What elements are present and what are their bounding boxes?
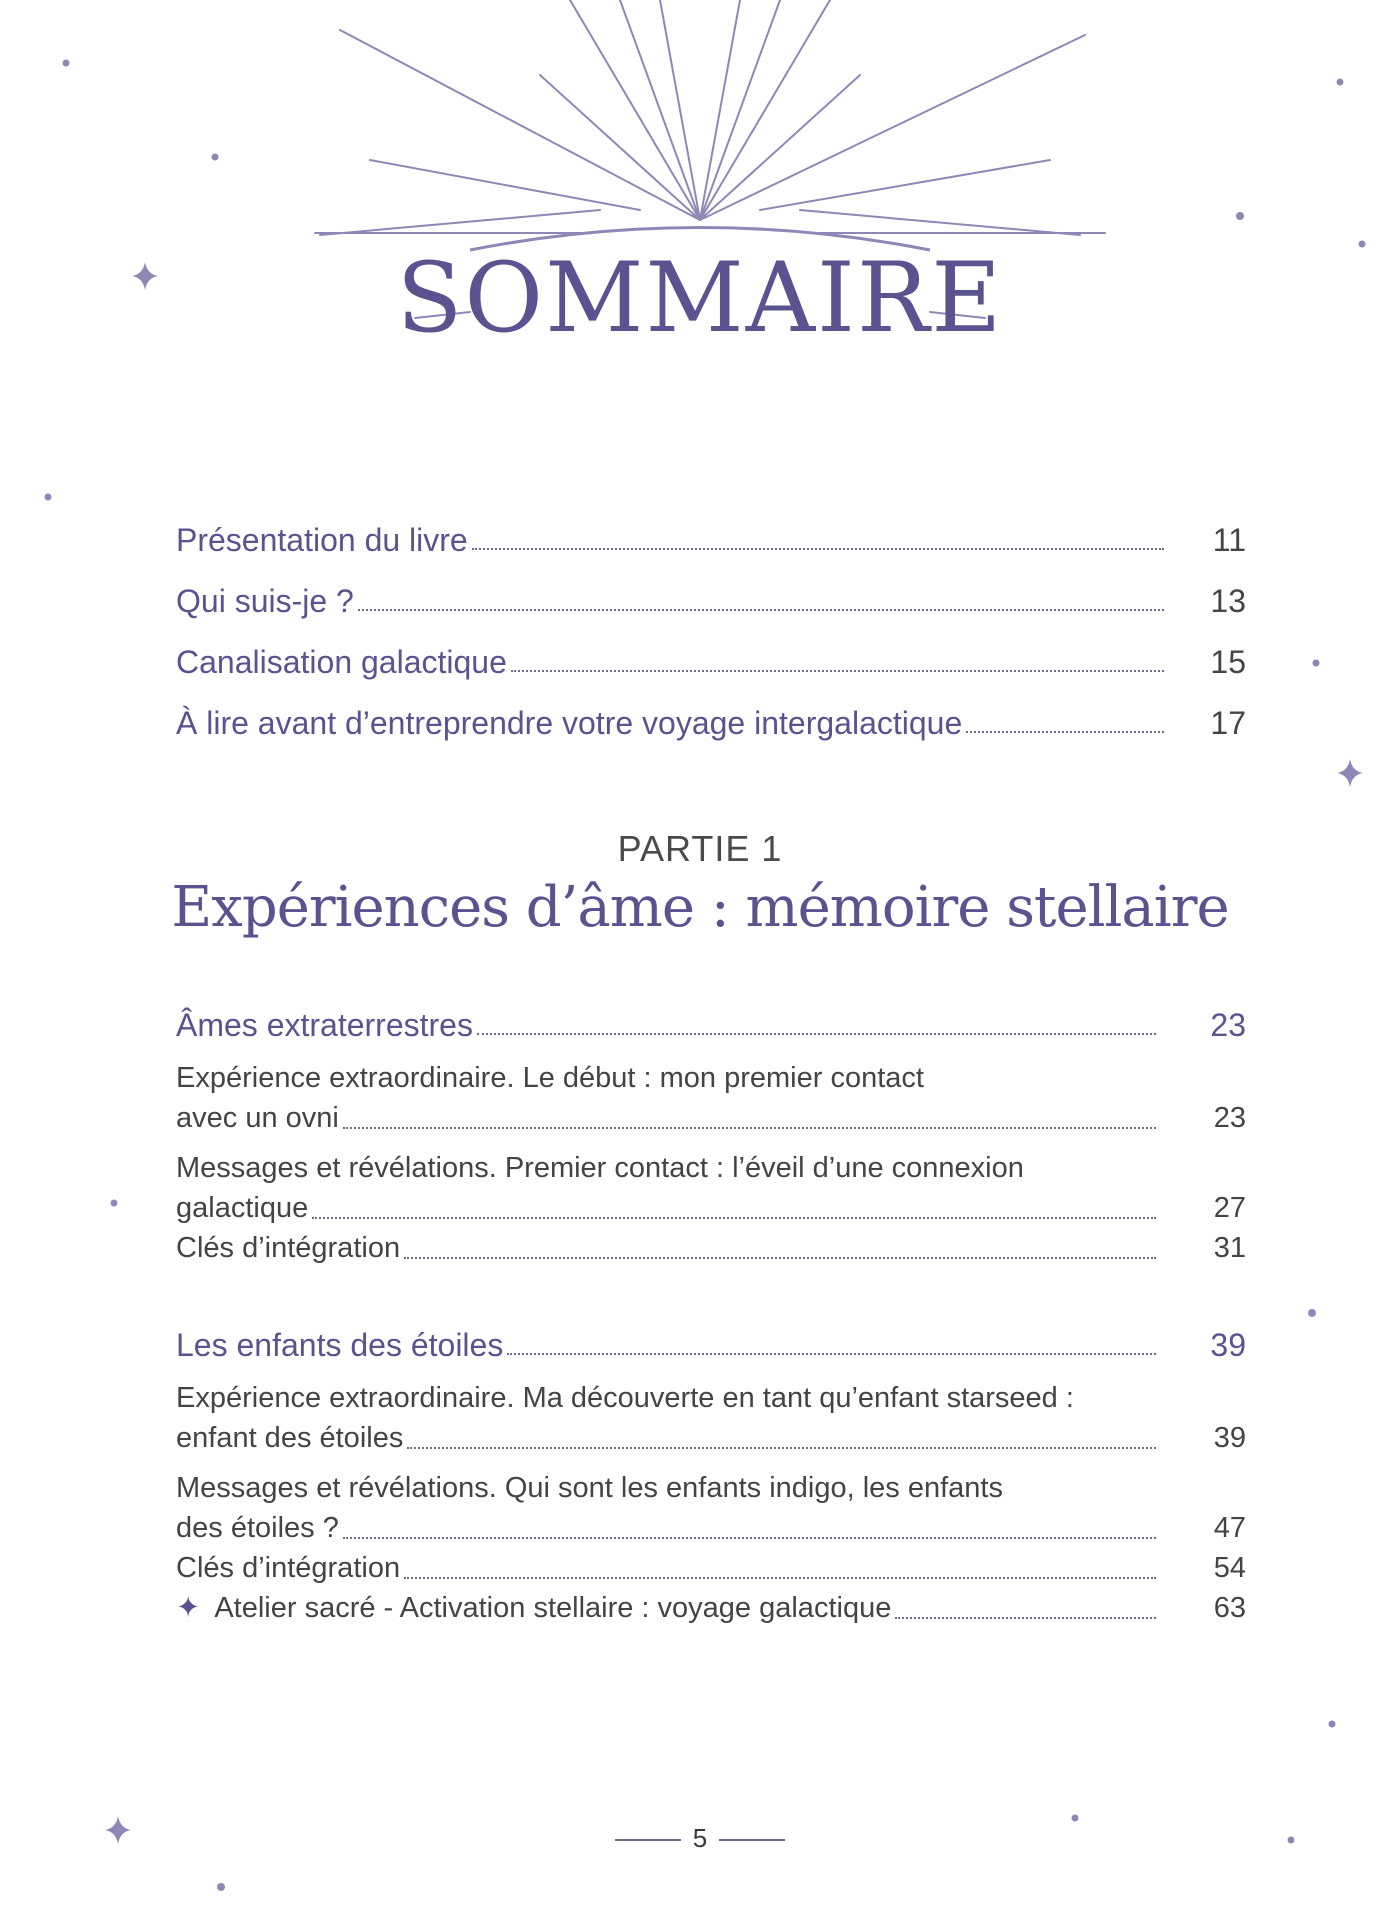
- toc-entry[interactable]: [176, 681, 1246, 742]
- toc-entry[interactable]: [176, 559, 1246, 620]
- toc-entry-page: 11: [1212, 522, 1246, 558]
- toc-entry-page: 63: [1213, 1592, 1246, 1624]
- dot-leader: [895, 1617, 1156, 1619]
- dot-leader: [477, 1033, 1156, 1035]
- toc-entry-page: 23: [1213, 1102, 1246, 1134]
- toc-entry-title: À lire avant d’entreprendre votre voyage intergalactique: [176, 705, 963, 741]
- toc-entry[interactable]: [176, 1228, 1246, 1268]
- dot-leader: [472, 548, 1164, 550]
- divider: [719, 1839, 785, 1841]
- toc-entry-title: Canalisation galactique: [176, 644, 507, 680]
- toc-entry[interactable]: [176, 498, 1246, 559]
- toc-section-heading[interactable]: [176, 1316, 1246, 1364]
- dot-leader: [507, 1353, 1156, 1355]
- section-ames-extraterrestres: [176, 996, 1246, 1268]
- divider: [615, 1839, 681, 1841]
- toc-entry-page: 17: [1210, 705, 1246, 741]
- sparkle-star-icon: ✦: [176, 1592, 201, 1624]
- toc-entry-page: 27: [1213, 1192, 1246, 1224]
- toc-entry-title-line1: Expérience extraordinaire. Ma découverte en tant qu’enfant starseed :: [176, 1382, 1074, 1414]
- page-title: SOMMAIRE: [396, 242, 1004, 354]
- toc-entry-title-line2: galactique: [176, 1192, 309, 1224]
- toc-entry-page: 31: [1213, 1232, 1246, 1264]
- toc-entry-title: Présentation du livre: [176, 522, 468, 558]
- toc-entry[interactable]: [176, 1588, 1246, 1628]
- section-enfants-des-etoiles: [176, 1316, 1246, 1628]
- toc-entry-title: Clés d’intégration: [176, 1552, 401, 1584]
- part-label: PARTIE 1: [617, 828, 783, 869]
- toc-entry-title: Âmes extraterrestres: [176, 1007, 473, 1043]
- toc-entry[interactable]: [176, 1148, 1246, 1228]
- dot-leader: [343, 1537, 1156, 1539]
- part-title: Expériences d’âme : mémoire stellaire: [171, 875, 1229, 940]
- toc-entry-page: 23: [1210, 1007, 1246, 1043]
- dot-leader: [343, 1127, 1156, 1129]
- toc-entry[interactable]: [176, 1058, 1246, 1138]
- toc-entry-title-line2: des étoiles ?: [176, 1512, 339, 1544]
- toc-section-heading[interactable]: [176, 996, 1246, 1044]
- dot-leader: [966, 731, 1164, 733]
- toc-entry-page: 47: [1213, 1512, 1246, 1544]
- intro-toc: [176, 498, 1246, 742]
- toc-entry-title: Qui suis-je ?: [176, 583, 354, 619]
- toc-entry-title-line1: Messages et révélations. Qui sont les enfants indigo, les enfants: [176, 1472, 1003, 1504]
- page-number: [0, 1823, 1400, 1854]
- dot-leader: [404, 1257, 1156, 1259]
- toc-entry[interactable]: [176, 620, 1246, 681]
- dot-leader: [407, 1447, 1156, 1449]
- toc-entry-title: Atelier sacré - Activation stellaire : voyage galactique: [214, 1592, 892, 1624]
- toc-entry-page: 54: [1213, 1552, 1246, 1584]
- dot-leader: [404, 1577, 1156, 1579]
- toc-entry[interactable]: [176, 1548, 1246, 1588]
- dot-leader: [358, 609, 1164, 611]
- toc-entry-page: 39: [1213, 1422, 1246, 1454]
- toc-entry[interactable]: [176, 1378, 1246, 1458]
- toc-entry-title-line1: Expérience extraordinaire. Le début : mon premier contact: [176, 1062, 924, 1094]
- toc-entry-title-line2: avec un ovni: [176, 1102, 339, 1134]
- toc-entry[interactable]: [176, 1468, 1246, 1548]
- toc-entry-page: 13: [1210, 583, 1246, 619]
- toc-entry-title: Les enfants des étoiles: [176, 1327, 504, 1363]
- toc-entry-page: 39: [1210, 1327, 1246, 1363]
- toc-entry-title: Clés d’intégration: [176, 1232, 401, 1264]
- page-number-text: 5: [692, 1823, 708, 1853]
- dot-leader: [312, 1217, 1156, 1219]
- toc-entry-title-line2: enfant des étoiles: [176, 1422, 404, 1454]
- toc-entry-page: 15: [1210, 644, 1246, 680]
- toc-entry-title-line1: Messages et révélations. Premier contact : l’éveil d’une connexion: [176, 1152, 1024, 1184]
- dot-leader: [511, 670, 1164, 672]
